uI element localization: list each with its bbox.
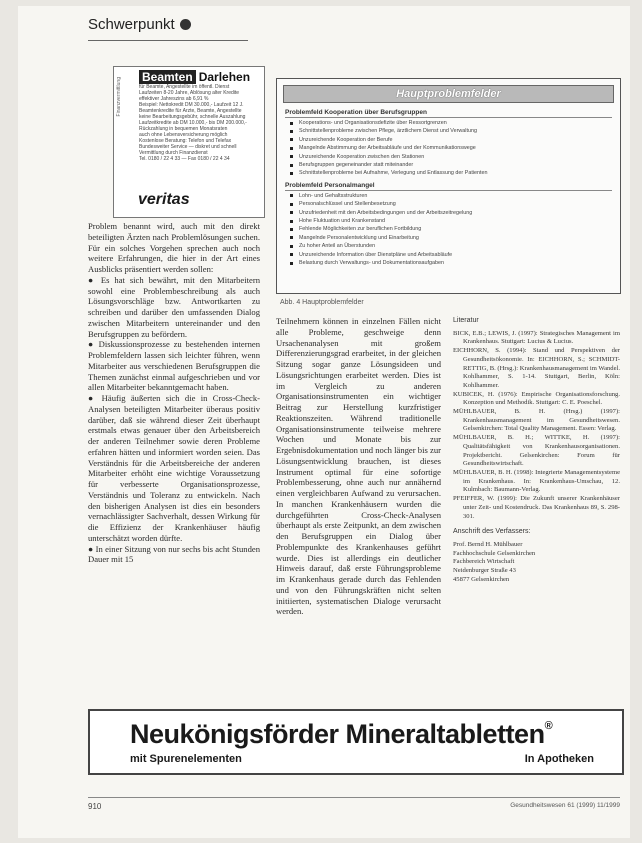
ad-brand-prefix: Beamten [139, 70, 196, 84]
ad-line: Vermittlung durch Finanzdienst [139, 150, 208, 156]
figure-list-item: Schnittstellenprobleme bei Aufnahme, Verlegung und Entlassung der Patienten [285, 169, 612, 177]
figure-section-title: Problemfeld Personalmangel [285, 182, 612, 191]
ad-line: für Beamte, Angestellte im öffentl. Dienst [139, 84, 230, 90]
footer-rule [88, 797, 620, 798]
registered-mark: ® [544, 720, 553, 732]
figure-list-item: Mangelnde Abstimmung der Arbeitsabläufe und der Kommunikationswege [285, 144, 612, 152]
literature-entry: EICHHORN, S. (1994): Stand und Perspektiven der Gesundheitsökonomie. In: EICHHORN, S.; SCHMIDT-RETTIG, B. (Hrsg.): Krankenhausmanagement im Wandel. Kohlhammer, S. 1-14. Stuttgart, Berlin, Köln: Kohlhammer. [453, 347, 621, 389]
figure-list-item: Unzufriedenheit mit den Arbeitsbedingungen und der Arbeitszeitregelung [285, 209, 612, 217]
ad-line: Beispiel: Nettokredit DM 30.000,- Laufzeit 12 J. [139, 102, 244, 108]
author-heading: Anschrift des Verfassers: [453, 528, 531, 536]
ad-line: auch ohne Lebensversicherung möglich [139, 132, 228, 138]
author-address-line: Fachbereich Wirtschaft [453, 558, 515, 566]
figure-section-personal [285, 182, 612, 268]
literature-entry: KUBICEK, H. (1976): Empirische Organisationsforschung. Konzeption und Methodik. Stuttgart: C. E. Poeschel. [453, 390, 620, 407]
ad-line: Tel. 0180 / 22 4 33 — Fax 0180 / 22 4 34 [139, 156, 230, 162]
paragraph: ● Es hat sich bewährt, mit den Mitarbeitern sowohl eine Problembeschreibung als auch Lösungsvorschläge bzw. Antwortkarten zu schreiben und darüber den umfassenden Dialog zwischen Mitarbeitern untereinander und den Berufsgruppen zu befördern. [88, 274, 260, 339]
ad-brand [114, 67, 264, 84]
figure-list-item: Hohe Fluktuation und Krankenstand [285, 217, 612, 225]
figure-caption: Abb. 4 Hauptproblemfelder [280, 299, 364, 306]
figure-list-item: Schnittstellenprobleme zwischen Pflege, ärztlichem Dienst und Verwaltung [285, 127, 612, 135]
figure-list-item: Unzureichende Kooperation der Berufe [285, 136, 612, 144]
literature-column [453, 316, 620, 584]
ad-line: keine Bearbeitungsgebühr, schnelle Auszahlung [139, 114, 246, 120]
figure-title: Hauptproblemfelder [283, 85, 614, 103]
ad-line: effektiver Jahreszins ab 6,91 % [139, 96, 209, 102]
section-header [88, 16, 191, 33]
ad-line: Rückzahlung in bequemen Monatsraten [139, 126, 228, 132]
figure-list-item: Fehlende Möglichkeiten zur beruflichen Fortbildung [285, 225, 612, 233]
paragraph: Teilnehmern können in einzelnen Fällen nicht alle Probleme, geschweige denn Ursachenanalysen mit großem Differenzierungsgrad erarbeitet, in der gleichen Sitzung sogar ganze Lösungsideen und Lösungsrichtungen erarbeitet werden. Dies ist im Vergleich zu anderen Organisationsinstrumenten ein wichtiger Beitrag zur Herstellung kurzfristiger Reaktionszeiten. Während traditionelle Organisationsinstrumente teilweise mehrere Wochen und Monate bis zur Ergebnisdokumentation und noch länger bis zur Lösungsentwicklung brauchen, ist dieses Instrument optimal für eine sofortige Problembesserung, ohne auch nur annähernd einen vergleichbaren Aufwand zu verursachen. In manchen Krankenhäusern wurden die durchgeführten Cross-Check-Analysen überhaupt als erste Zeitpunkt, an dem zwischen den Berufsgruppen ein Dialog über Problempunkte des Krankenhauses geführt wurde. Dies ist allerdings ein deutlicher Hinweis darauf, daß erste Führungsprobleme im Krankenhaus gerade durch das Fehlenden und von den Führungskräften nicht selten initiierten, systematischen Dialoge verursacht werden. [276, 316, 441, 617]
ad-logo: veritas [138, 191, 190, 208]
paragraph: ● Diskussionsprozesse zu bestehenden internen Problemfeldern lassen sich leichter führen, wenn Mitarbeiter aus verschiedenen Berufsgruppen die Themen zunächst einmal aufgeschrieben und vor allen Mitarbeiter bekanntgemacht haben. [88, 339, 260, 393]
figure-hauptproblemfelder [276, 78, 621, 294]
figure-list-item: Kooperations- und Organisationsdefizite über Ressortgrenzen [285, 119, 612, 127]
ad-line: Bundesweiter Service — diskret und schnell [139, 144, 237, 150]
figure-list-item: Unzureichende Kooperation zwischen den Stationen [285, 153, 612, 161]
figure-list-item: Personalschlüssel und Stellenbesetzung [285, 200, 612, 208]
advertisement-mineraltabletten[interactable] [88, 709, 624, 775]
left-column [88, 221, 260, 565]
journal-reference: Gesundheitswesen 61 (1999) 11/1999 [510, 802, 620, 809]
ad-availability: In Apotheken [524, 753, 594, 765]
author-address-line: 45877 Gelsenkirchen [453, 575, 510, 583]
middle-column [276, 316, 441, 617]
figure-list-item: Belastung durch Verwaltungs- und Dokumentationsaufgaben [285, 259, 612, 267]
ad-line: Beamtenkredite für Ärzte, Beamte, Angestellte [139, 108, 242, 114]
figure-list-item: Zu hoher Anteil an Überstunden [285, 242, 612, 250]
ad-line: Laufzeitkredite ab DM 10.000,- bis DM 200.000,- [139, 120, 247, 126]
figure-section-title: Problemfeld Kooperation über Berufsgruppen [285, 109, 612, 118]
page-number: 910 [88, 802, 102, 811]
author-address-line: Prof. Bernd H. Mühlbauer [453, 540, 523, 548]
ad-side-text: Finanzvermittlung [116, 77, 122, 117]
figure-list-item: Lohn- und Gehaltsstrukturen [285, 192, 612, 200]
figure-list-item: Unzureichende Information über Dienstpläne und Arbeitsabläufe [285, 251, 612, 259]
section-dot-icon [180, 19, 191, 30]
paragraph: ● In einer Sitzung von nur sechs bis acht Stunden Dauer mit 15 [88, 543, 260, 565]
literature-entry: MÜHLBAUER, B. H. (1998): Integrierte Managementsysteme im Krankenhaus. In: Krankenhaus-Umschau, 12. Kulmbach: Baumann-Verlag. [453, 469, 620, 494]
figure-section-kooperation [285, 109, 612, 178]
literature-entry: MÜHLBAUER, B. H. (Hrsg.) (1997): Krankenhausmanagement im Gesundheitswesen. Gelsenkirchen: Total Quality Management. Essen: Verlag. [453, 408, 620, 433]
paragraph: Problem benannt wird, auch mit den direkt beteiligten Ärzten nach Problemlösungen suchen. Für ein solches Vorgehen sprechen auch noch weitere Erfahrungen, die hier in der Art eines Ausblicks präsentiert werden sollen: [88, 221, 260, 274]
literature-entry: MÜHLBAUER, B. H.; WITTKE, H. (1997): Qualitätsfähigkeit von Krankenhausorganisationen. Projektbericht. Gelsenkirchen: Forum für Gesundheitswirtschaft. [453, 434, 620, 468]
ad-brand-name: Neukönigsförder Mineraltabletten [130, 719, 545, 749]
figure-list-item: Berufsgruppen gegeneinander statt miteinander [285, 161, 612, 169]
advertisement-beamtendarlehen[interactable] [113, 66, 265, 218]
ad-brand [130, 719, 552, 750]
header-rule [88, 40, 248, 41]
literature-entry: BICK, E.B.; LEWIS, J. (1997): Strategisches Management im Krankenhaus. Stuttgart: Lucius & Lucius. [453, 329, 620, 346]
literature-entry: PFEIFFER, W. (1999): Die Zukunft unserer Krankenhäuser unter Zeit- und Kostendruck. Das Krankenhaus 89, S. 298-301. [453, 495, 620, 520]
author-address-line: Fachhochschule Gelsenkirchen [453, 549, 536, 557]
magazine-page [18, 6, 630, 838]
ad-brand-suffix: Darlehen [198, 70, 251, 84]
section-label: Schwerpunkt [88, 16, 175, 33]
ad-line: Laufzeiten 8-20 Jahre, Ablösung alter Kredite [139, 90, 240, 96]
author-address-line: Neidenburger Straße 43 [453, 567, 516, 575]
ad-line: Kostenlose Beratung: Telefon und Telefax [139, 138, 232, 144]
figure-list-item: Mangelnde Personalentwicklung und Einarbeitung [285, 234, 612, 242]
literature-heading: Literatur [453, 317, 479, 324]
ad-subline: mit Spurenelementen [130, 753, 242, 765]
paragraph: ● Häufig äußerten sich die in Cross-Check-Analysen beteiligten Mitarbeiter überaus positiv darüber, daß sie während dieser Zeit überhaupt erstmals etwas genauer über den Arbeitsbereich der anderen Teilnehmer sowie deren Probleme erfahren hätten und informiert worden seien. Das Verständnis für die Arbeitsbereiche der anderen Mitarbeiter erhöht eine wichtige Voraussetzung für verbesserte Organisationsprozesse, Verständnis und Toleranz zu entwickeln. Nach den bisherigen Analysen ist dies ein besonders vernachlässigter Sachverhalt, dessen Wirkung für die Effizienz der Krankenhäuser häufig unterschätzt worden dürfte. [88, 393, 260, 543]
